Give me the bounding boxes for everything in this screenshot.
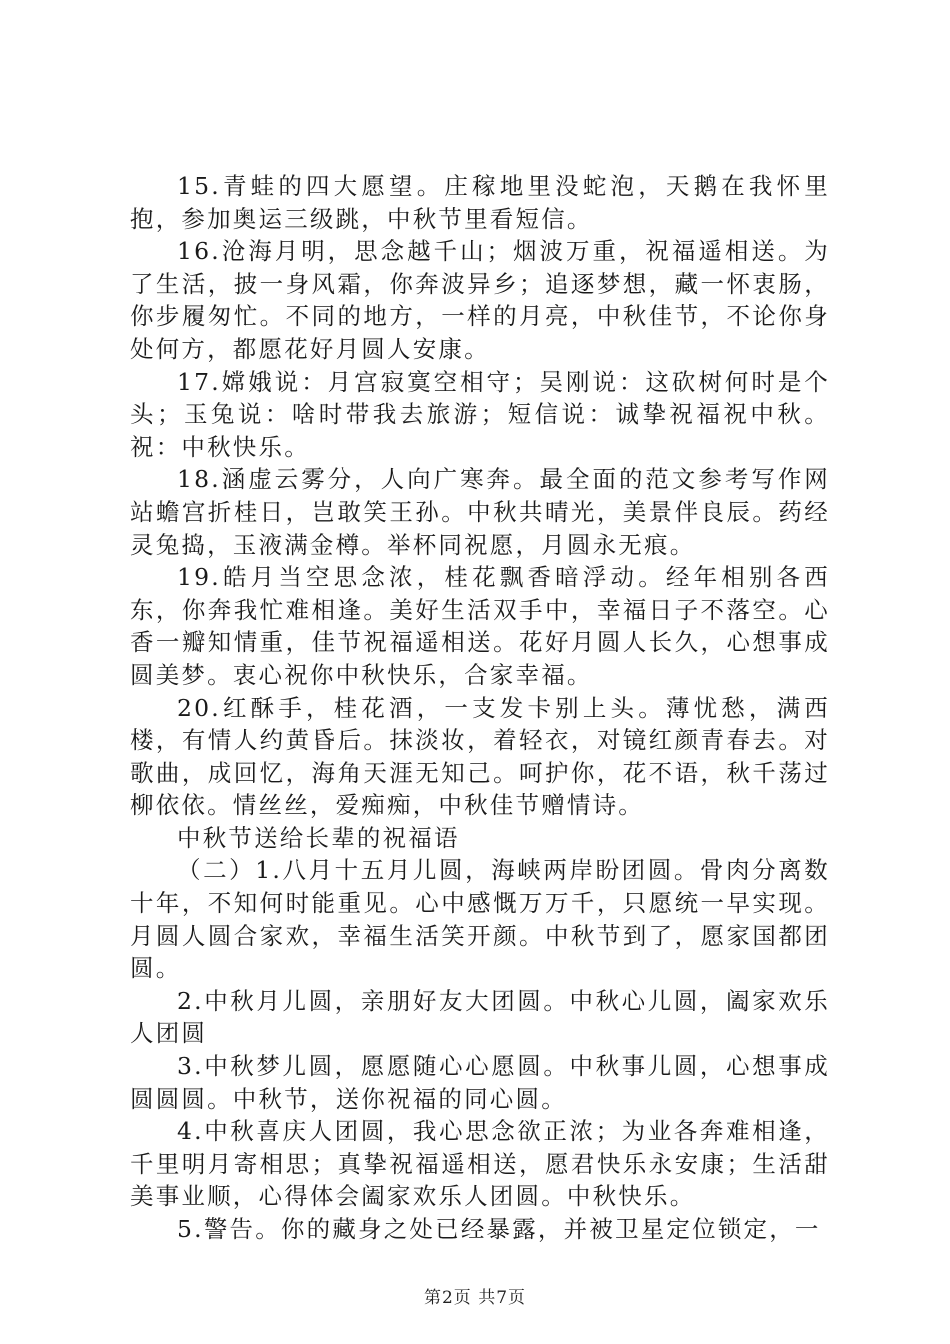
- paragraph-elders-2: 2.中秋月儿圆，亲朋好友大团圆。中秋心儿圆，阖家欢乐人团圆: [130, 986, 830, 1048]
- paragraph-20: 20.红酥手，桂花酒，一支发卡别上头。薄忧愁，满西楼，有情人约黄昏后。抹淡妆，着轻衣，对镜红颜青春去。对歌曲，成回忆，海角天涯无知己。呵护你，花不语，秋千荡过柳依依。情丝丝，爱痴痴，中秋佳节赠情诗。: [130, 693, 830, 820]
- paragraph-19: 19.皓月当空思念浓，桂花飘香暗浮动。经年相别各西东，你奔我忙难相逢。美好生活双手中，幸福日子不落空。心香一瓣知情重，佳节祝福遥相送。花好月圆人长久，心想事成圆美梦。衷心祝你中秋快乐，合家幸福。: [130, 563, 830, 689]
- paragraph-elders-5: 5.警告。你的藏身之处已经暴露，并被卫星定位锁定，一: [177, 1215, 821, 1243]
- paragraph-elders-1: （二）1.八月十五月儿圆，海峡两岸盼团圆。骨肉分离数十年，不知何时能重见。心中感慨万万千，只愿统一早实现。月圆人圆合家欢，幸福生活笑开颜。中秋节到了，愿家国都团圆。: [130, 856, 830, 983]
- page-footer: 第2页 共7页: [423, 1288, 527, 1308]
- paragraph-elders-4: 4.中秋喜庆人团圆，我心思念欲正浓；为业各奔难相逢，千里明月寄相思；真挚祝福遥相送，愿君快乐永安康；生活甜美事业顺，心得体会阖家欢乐人团圆。中秋快乐。: [130, 1117, 830, 1211]
- paragraph-16: 16.沧海月明，思念越千山；烟波万重，祝福遥相送。为了生活，披一身风霜，你奔波异乡；追逐梦想，藏一怀衷肠，你步履匆忙。不同的地方，一样的月亮，中秋佳节，不论你身处何方，都愿花好月圆人安康。: [130, 237, 830, 363]
- paragraph-elders-3: 3.中秋梦儿圆，愿愿随心心愿圆。中秋事儿圆，心想事成圆圆圆。中秋节，送你祝福的同心圆。: [130, 1052, 830, 1113]
- paragraph-15: 15.青蛙的四大愿望。庄稼地里没蛇泡，天鹅在我怀里抱，参加奥运三级跳，中秋节里看短信。: [130, 172, 830, 233]
- paragraph-17: 17.嫦娥说：月宫寂寞空相守；吴刚说：这砍树何时是个头；玉兔说：啥时带我去旅游；短信说：诚挚祝福祝中秋。祝：中秋快乐。: [130, 367, 830, 461]
- section-heading: 中秋节送给长辈的祝福语: [177, 823, 460, 852]
- paragraph-18: 18.涵虚云雾分，人向广寒奔。最全面的范文参考写作网站蟾宫折桂日，岂敢笑王孙。中秋共晴光，美景伴良辰。药经灵兔捣，玉液满金樽。举杯同祝愿，月圆永无痕。: [130, 465, 830, 559]
- document-body: [130, 170, 830, 1246]
